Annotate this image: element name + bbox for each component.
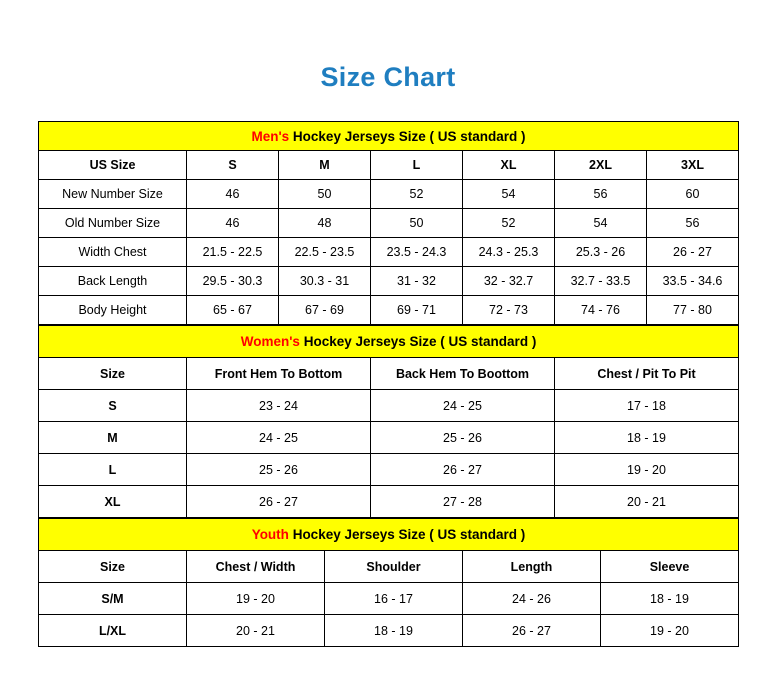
table-cell: 19 - 20: [187, 583, 325, 615]
table-row: [39, 180, 739, 209]
mens-banner-accent: Men's: [251, 128, 290, 144]
table-cell: 74 - 76: [555, 296, 647, 325]
table-cell: 60: [647, 180, 739, 209]
mens-header-row: [39, 151, 739, 180]
table-cell: 25.3 - 26: [555, 238, 647, 267]
table-cell: 50: [279, 180, 371, 209]
mens-header-cell: S: [187, 151, 279, 180]
table-cell: 31 - 32: [371, 267, 463, 296]
youth-header-cell: Shoulder: [325, 551, 463, 583]
table-cell: 32 - 32.7: [463, 267, 555, 296]
table-cell: 18 - 19: [325, 615, 463, 647]
table-row: [39, 454, 739, 486]
tables-container: [38, 121, 738, 647]
table-cell: 56: [647, 209, 739, 238]
table-cell: 26 - 27: [463, 615, 601, 647]
row-label: Width Chest: [39, 238, 187, 267]
table-cell: 65 - 67: [187, 296, 279, 325]
table-cell: 26 - 27: [371, 454, 555, 486]
table-row: [39, 422, 739, 454]
table-row: [39, 615, 739, 647]
mens-banner-row: [39, 122, 739, 151]
row-label: XL: [39, 486, 187, 518]
table-cell: 18 - 19: [601, 583, 739, 615]
table-cell: 26 - 27: [187, 486, 371, 518]
mens-header-cell: M: [279, 151, 371, 180]
table-cell: 24.3 - 25.3: [463, 238, 555, 267]
mens-header-cell: L: [371, 151, 463, 180]
table-cell: 16 - 17: [325, 583, 463, 615]
table-cell: 77 - 80: [647, 296, 739, 325]
table-cell: 29.5 - 30.3: [187, 267, 279, 296]
youth-header-cell: Size: [39, 551, 187, 583]
row-label: S/M: [39, 583, 187, 615]
table-row: [39, 583, 739, 615]
youth-banner-row: [39, 519, 739, 551]
womens-size-table: [38, 325, 739, 518]
table-cell: 25 - 26: [187, 454, 371, 486]
womens-header-cell: Front Hem To Bottom: [187, 358, 371, 390]
table-row: [39, 238, 739, 267]
table-cell: 46: [187, 180, 279, 209]
table-cell: 20 - 21: [555, 486, 739, 518]
table-cell: 69 - 71: [371, 296, 463, 325]
page-title: Size Chart: [320, 62, 456, 92]
womens-header-row: [39, 358, 739, 390]
table-row: [39, 267, 739, 296]
womens-header-cell: Size: [39, 358, 187, 390]
table-cell: 67 - 69: [279, 296, 371, 325]
row-label: Back Length: [39, 267, 187, 296]
table-cell: 24 - 26: [463, 583, 601, 615]
womens-header-cell: Back Hem To Boottom: [371, 358, 555, 390]
row-label: S: [39, 390, 187, 422]
row-label: Old Number Size: [39, 209, 187, 238]
womens-banner: [39, 326, 739, 358]
table-cell: 23 - 24: [187, 390, 371, 422]
mens-banner: [39, 122, 739, 151]
mens-size-table: [38, 121, 739, 325]
table-cell: 72 - 73: [463, 296, 555, 325]
row-label: L: [39, 454, 187, 486]
table-cell: 56: [555, 180, 647, 209]
table-cell: 30.3 - 31: [279, 267, 371, 296]
table-cell: 50: [371, 209, 463, 238]
row-label: M: [39, 422, 187, 454]
table-cell: 24 - 25: [187, 422, 371, 454]
table-cell: 19 - 20: [555, 454, 739, 486]
table-cell: 17 - 18: [555, 390, 739, 422]
youth-header-cell: Chest / Width: [187, 551, 325, 583]
table-row: [39, 390, 739, 422]
table-row: [39, 486, 739, 518]
mens-header-cell: 2XL: [555, 151, 647, 180]
mens-header-cell: 3XL: [647, 151, 739, 180]
table-cell: 21.5 - 22.5: [187, 238, 279, 267]
table-cell: 20 - 21: [187, 615, 325, 647]
table-cell: 48: [279, 209, 371, 238]
table-cell: 52: [463, 209, 555, 238]
table-cell: 54: [463, 180, 555, 209]
table-row: [39, 209, 739, 238]
youth-header-cell: Length: [463, 551, 601, 583]
table-row: [39, 296, 739, 325]
youth-header-row: [39, 551, 739, 583]
row-label: L/XL: [39, 615, 187, 647]
youth-header-cell: Sleeve: [601, 551, 739, 583]
table-cell: 46: [187, 209, 279, 238]
row-label: Body Height: [39, 296, 187, 325]
table-cell: 23.5 - 24.3: [371, 238, 463, 267]
table-cell: 22.5 - 23.5: [279, 238, 371, 267]
table-cell: 18 - 19: [555, 422, 739, 454]
table-cell: 19 - 20: [601, 615, 739, 647]
youth-banner-accent: Youth: [251, 527, 289, 542]
row-label: New Number Size: [39, 180, 187, 209]
youth-size-table: [38, 518, 739, 647]
youth-banner: [39, 519, 739, 551]
table-cell: 54: [555, 209, 647, 238]
womens-header-cell: Chest / Pit To Pit: [555, 358, 739, 390]
youth-banner-rest: Hockey Jerseys Size ( US standard ): [288, 527, 526, 542]
table-cell: 24 - 25: [371, 390, 555, 422]
womens-banner-rest: Hockey Jerseys Size ( US standard ): [299, 334, 537, 349]
table-cell: 25 - 26: [371, 422, 555, 454]
mens-header-cell: US Size: [39, 151, 187, 180]
table-cell: 27 - 28: [371, 486, 555, 518]
mens-header-cell: XL: [463, 151, 555, 180]
table-cell: 52: [371, 180, 463, 209]
womens-banner-row: [39, 326, 739, 358]
mens-banner-rest: Hockey Jerseys Size ( US standard ): [289, 128, 526, 144]
table-cell: 26 - 27: [647, 238, 739, 267]
table-cell: 32.7 - 33.5: [555, 267, 647, 296]
table-cell: 33.5 - 34.6: [647, 267, 739, 296]
womens-banner-accent: Women's: [240, 334, 300, 349]
